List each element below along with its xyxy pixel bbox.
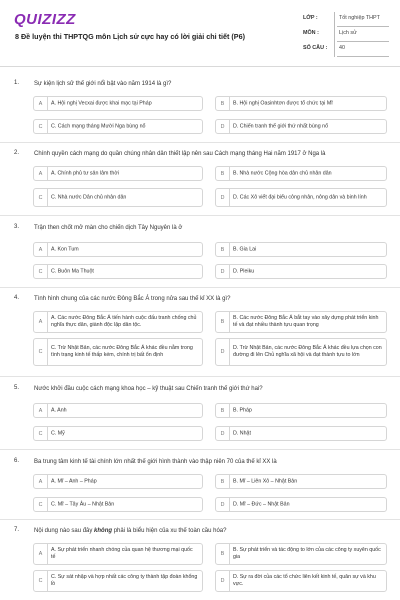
divider [0,519,400,520]
option-d[interactable] [215,264,387,279]
option-text: B. Pháp [233,407,252,414]
header [0,0,400,60]
question-text-part: Nội dung nào sau đây [34,528,95,534]
option-text: B. Mĩ – Liên Xô – Nhật Bản [233,478,298,485]
option-letter: D [216,339,230,365]
option-text: A. Mĩ – Anh – Pháp [51,478,97,485]
option-a[interactable] [33,242,203,257]
meta-row-subject [299,27,389,42]
option-text: B. Hội nghị Oasinhtơn được tổ chức tại Mĩ [233,100,333,107]
option-c[interactable] [33,188,203,207]
question-number: 1. [14,80,20,86]
option-letter: B [216,544,230,564]
meta-row-count [299,42,389,57]
question-number: 6. [14,458,20,464]
option-c[interactable] [33,338,203,366]
option-d[interactable] [215,426,387,441]
option-text: C. Buôn Ma Thuột [51,268,94,275]
option-letter: D [216,265,230,278]
option-letter: C [34,571,48,591]
option-letter: A [34,544,48,564]
divider [334,42,335,57]
option-text: B. Gia Lai [233,246,257,253]
option-letter: A [34,97,48,110]
option-a[interactable] [33,96,203,111]
option-a[interactable] [33,403,203,418]
option-text: A. Kon Tum [51,246,79,253]
meta-row-class [299,12,389,27]
option-text: B. Nhà nước Cộng hòa dân chủ nhân dân [233,170,332,177]
meta-label: SỐ CÂU : [303,45,328,51]
divider [0,287,400,288]
option-letter: C [34,339,48,365]
option-text: A. Anh [51,407,67,414]
option-b[interactable] [215,166,387,181]
meta-value: Lịch sử [339,30,357,36]
option-letter: D [216,189,230,206]
question-text: Nước khởi đầu cuộc cách mạng khoa học – kỹ thuật sau Chiến tranh thế giới thứ hai? [34,386,263,392]
option-a[interactable] [33,311,203,333]
quizizz-logo: QUIZIZZ [14,11,76,28]
meta-value: Tốt nghiệp THPT [339,15,380,21]
option-c[interactable] [33,264,203,279]
option-letter: D [216,120,230,133]
option-b[interactable] [215,96,387,111]
question-text: Ba trung tâm kinh tế tài chính lớn nhất thế giới hình thành vào thập niên 70 của thế kỉ XX là [34,459,277,465]
option-letter: C [34,265,48,278]
option-text: A. Chính phủ tư sản lâm thời [51,170,119,177]
option-text: C. Sự sát nhập và hợp nhất các công ty thành tập đoàn khổng lồ [51,574,198,587]
divider [334,12,335,27]
option-letter: D [216,427,230,440]
page-title: 8 Đề luyện thi THPTQG môn Lịch sử cực hay có lời giải chi tiết (P6) [15,32,245,41]
option-letter: C [34,498,48,511]
option-a[interactable] [33,166,203,181]
option-text: B. Sự phát triển và tác động to lớn của các công ty xuyên quốc gia [233,547,381,560]
option-text: A. Hội nghị Vecxai được khai mạc tại Pháp [51,100,152,107]
option-letter: D [216,498,230,511]
option-b[interactable] [215,403,387,418]
divider [0,215,400,216]
option-c[interactable] [33,497,203,512]
option-a[interactable] [33,543,203,565]
question-number: 5. [14,385,20,391]
option-text: C. Mĩ – Tây Âu – Nhật Bản [51,501,115,508]
option-letter: C [34,189,48,206]
question-text [34,527,384,535]
option-text: C. Trừ Nhật Bản, các nước Đông Bắc Á khác đều nằm trong tình trạng kinh tế thấp kém, chính trị bất ổn định [51,345,193,358]
meta-value: 40 [339,45,345,51]
option-text: D. Các Xô viết đại biểu công nhân, nông dân và binh lính [233,194,367,201]
option-text: B. Các nước Đông Bắc Á bắt tay vào xây dựng phát triển kinh tế và đạt nhiều thành tựu quan trọng [233,315,379,328]
question-text: Tình hình chung của các nước Đông Bắc Á trong nửa sau thế kỉ XX là gì? [34,296,231,302]
option-text: C. Cách mạng tháng Mười Nga bùng nổ [51,123,146,130]
option-text: D. Nhật [233,430,251,437]
option-text: C. Nhà nước Dân chủ nhân dân [51,194,127,201]
option-b[interactable] [215,242,387,257]
divider [0,449,400,450]
option-d[interactable] [215,338,387,366]
question-number: 3. [14,224,20,230]
meta-label: LỚP : [303,15,318,21]
meta-label: MÔN : [303,30,319,36]
option-letter: A [34,243,48,256]
option-b[interactable] [215,311,387,333]
divider [0,142,400,143]
question-number: 7. [14,527,20,533]
option-text: D. Sự ra đời của các tổ chức liên kết kinh tế, quân sự và khu vực. [233,574,376,587]
divider [0,376,400,377]
option-text: D. Mĩ – Đức – Nhật Bản [233,501,290,508]
option-text: D. Trừ Nhật Bản, các nước Đông Bắc Á khác đều lựa chọn con đường đi lên Chủ nghĩa xã hội và đạt thành tựu to lớn [233,345,382,358]
option-b[interactable] [215,543,387,565]
option-letter: A [34,312,48,332]
option-text: D. Pleiku [233,268,255,275]
option-text: A. Các nước Đông Bắc Á tiến hành cuộc đấu tranh chống chủ nghĩa thực dân, giành độc lập dân tộc. [51,315,197,328]
option-letter: C [34,427,48,440]
option-text: D. Chiến tranh thế giới thứ nhất bùng nổ [233,123,329,130]
question-text: Trận then chốt mở màn cho chiến dịch Tây Nguyên là ở [34,225,183,231]
option-a[interactable] [33,474,203,489]
option-letter: D [216,571,230,591]
meta-info [299,12,389,57]
question-number: 4. [14,295,20,301]
divider [337,56,389,57]
option-c[interactable] [33,570,203,592]
option-d[interactable] [215,119,387,134]
option-letter: A [34,475,48,488]
question-text-part: phải là biểu hiện của xu thế toàn cầu hóa? [112,528,227,534]
option-d[interactable] [215,188,387,207]
header-divider [0,66,400,67]
option-text: A. Sự phát triển nhanh chóng của quan hệ thương mại quốc tế [51,547,193,560]
option-letter: B [216,475,230,488]
option-letter: B [216,97,230,110]
option-letter: A [34,167,48,180]
option-letter: B [216,312,230,332]
question-number: 2. [14,150,20,156]
option-c[interactable] [33,119,203,134]
option-b[interactable] [215,474,387,489]
divider [334,27,335,42]
option-d[interactable] [215,497,387,512]
option-d[interactable] [215,570,387,592]
option-letter: B [216,243,230,256]
question-text: Sự kiện lịch sử thế giới nổi bật vào năm 1914 là gì? [34,81,172,87]
option-letter: A [34,404,48,417]
option-c[interactable] [33,426,203,441]
question-text: Chính quyền cách mạng do quần chúng nhân dân thiết lập nên sau Cách mạng tháng Hai năm 1917 ở Nga là [34,151,326,157]
question-text-emphasis: không [94,528,113,534]
option-letter: C [34,120,48,133]
option-letter: B [216,404,230,417]
option-letter: B [216,167,230,180]
option-text: C. Mỹ [51,430,65,437]
